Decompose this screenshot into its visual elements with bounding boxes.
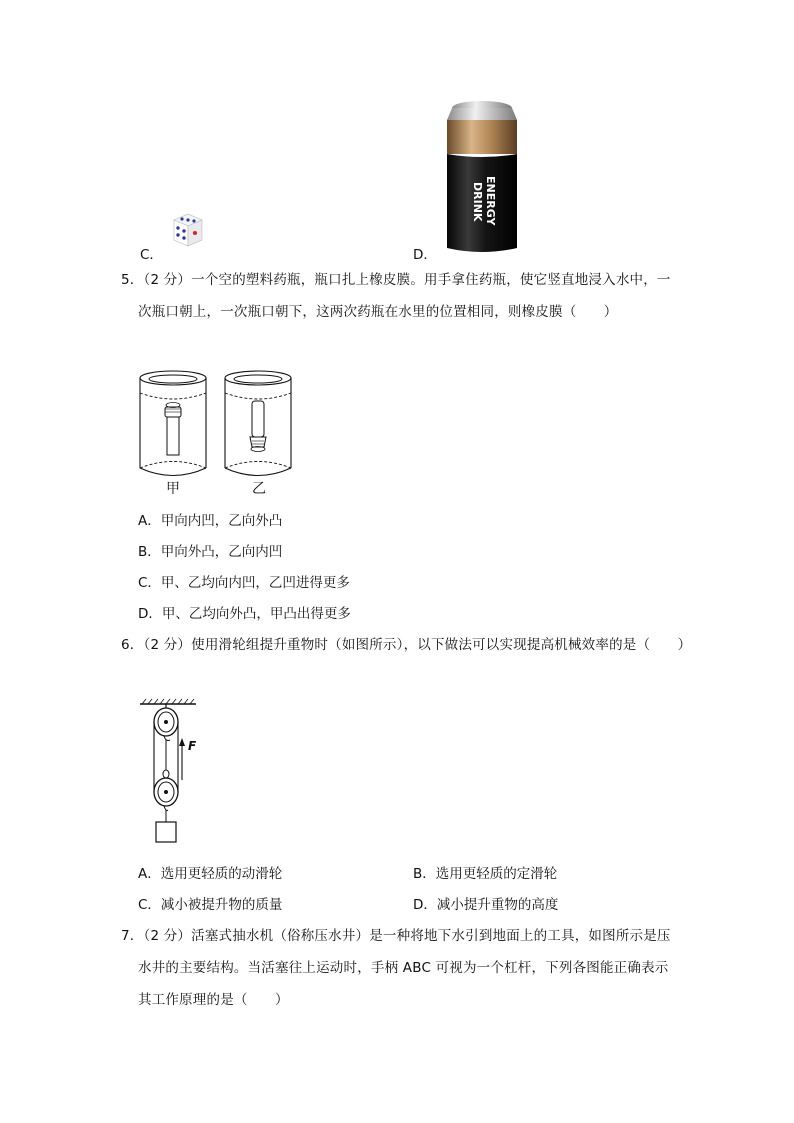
q6-option-d: D．减小提升重物的高度 [413,897,559,913]
can-text-drink: DRINK [471,182,484,222]
q5-figure-label-jia: 甲 [166,481,180,497]
q5-option-b: B．甲向外凸，乙向内凹 [138,544,283,560]
q5-figure [134,365,304,495]
q5-option-d: D．甲、乙均向外凸，甲凸出得更多 [138,606,351,622]
q5-option-c: C．甲、乙均向内凹，乙凹进得更多 [138,575,350,591]
q6-option-b: B．选用更轻质的定滑轮 [413,866,558,882]
q6-force-label: F [188,739,197,753]
q5-stem-line-2: 次瓶口朝上，一次瓶口朝下，这两次药瓶在水里的位置相同，则橡皮膜（ ） [138,304,618,320]
q7-stem-line-3: 其工作原理的是（ ） [138,992,289,1008]
q5-option-a: A．甲向内凹，乙向外凸 [138,513,283,529]
q6-pulley-figure [136,698,216,848]
q6-option-c: C．减小被提升物的质量 [138,897,283,913]
q6-stem-line-1: 6．（2 分）使用滑轮组提升重物时（如图所示），以下做法可以实现提高机械效率的是（ ） [121,637,692,653]
energy-drink-can-image [441,98,523,258]
q4-option-c-label: C． [140,247,163,263]
q7-stem-line-1: 7．（2 分）活塞式抽水机（俗称压水井）是一种将地下水引到地面上的工具，如图所示是压 [121,928,671,944]
q6-option-a: A．选用更轻质的动滑轮 [138,866,283,882]
dice-image [164,208,212,254]
q7-stem-line-2: 水井的主要结构。当活塞往上运动时，手柄 ABC 可视为一个杠杆，下列各图能正确表示 [138,960,669,976]
can-text-energy: ENERGY [484,176,497,226]
q4-option-d-label: D． [413,247,437,263]
q5-figure-label-yi: 乙 [252,481,266,497]
q5-stem-line-1: 5．（2 分）一个空的塑料药瓶，瓶口扎上橡皮膜。用手拿住药瓶，使它竖直地浸入水中，一 [121,272,671,288]
